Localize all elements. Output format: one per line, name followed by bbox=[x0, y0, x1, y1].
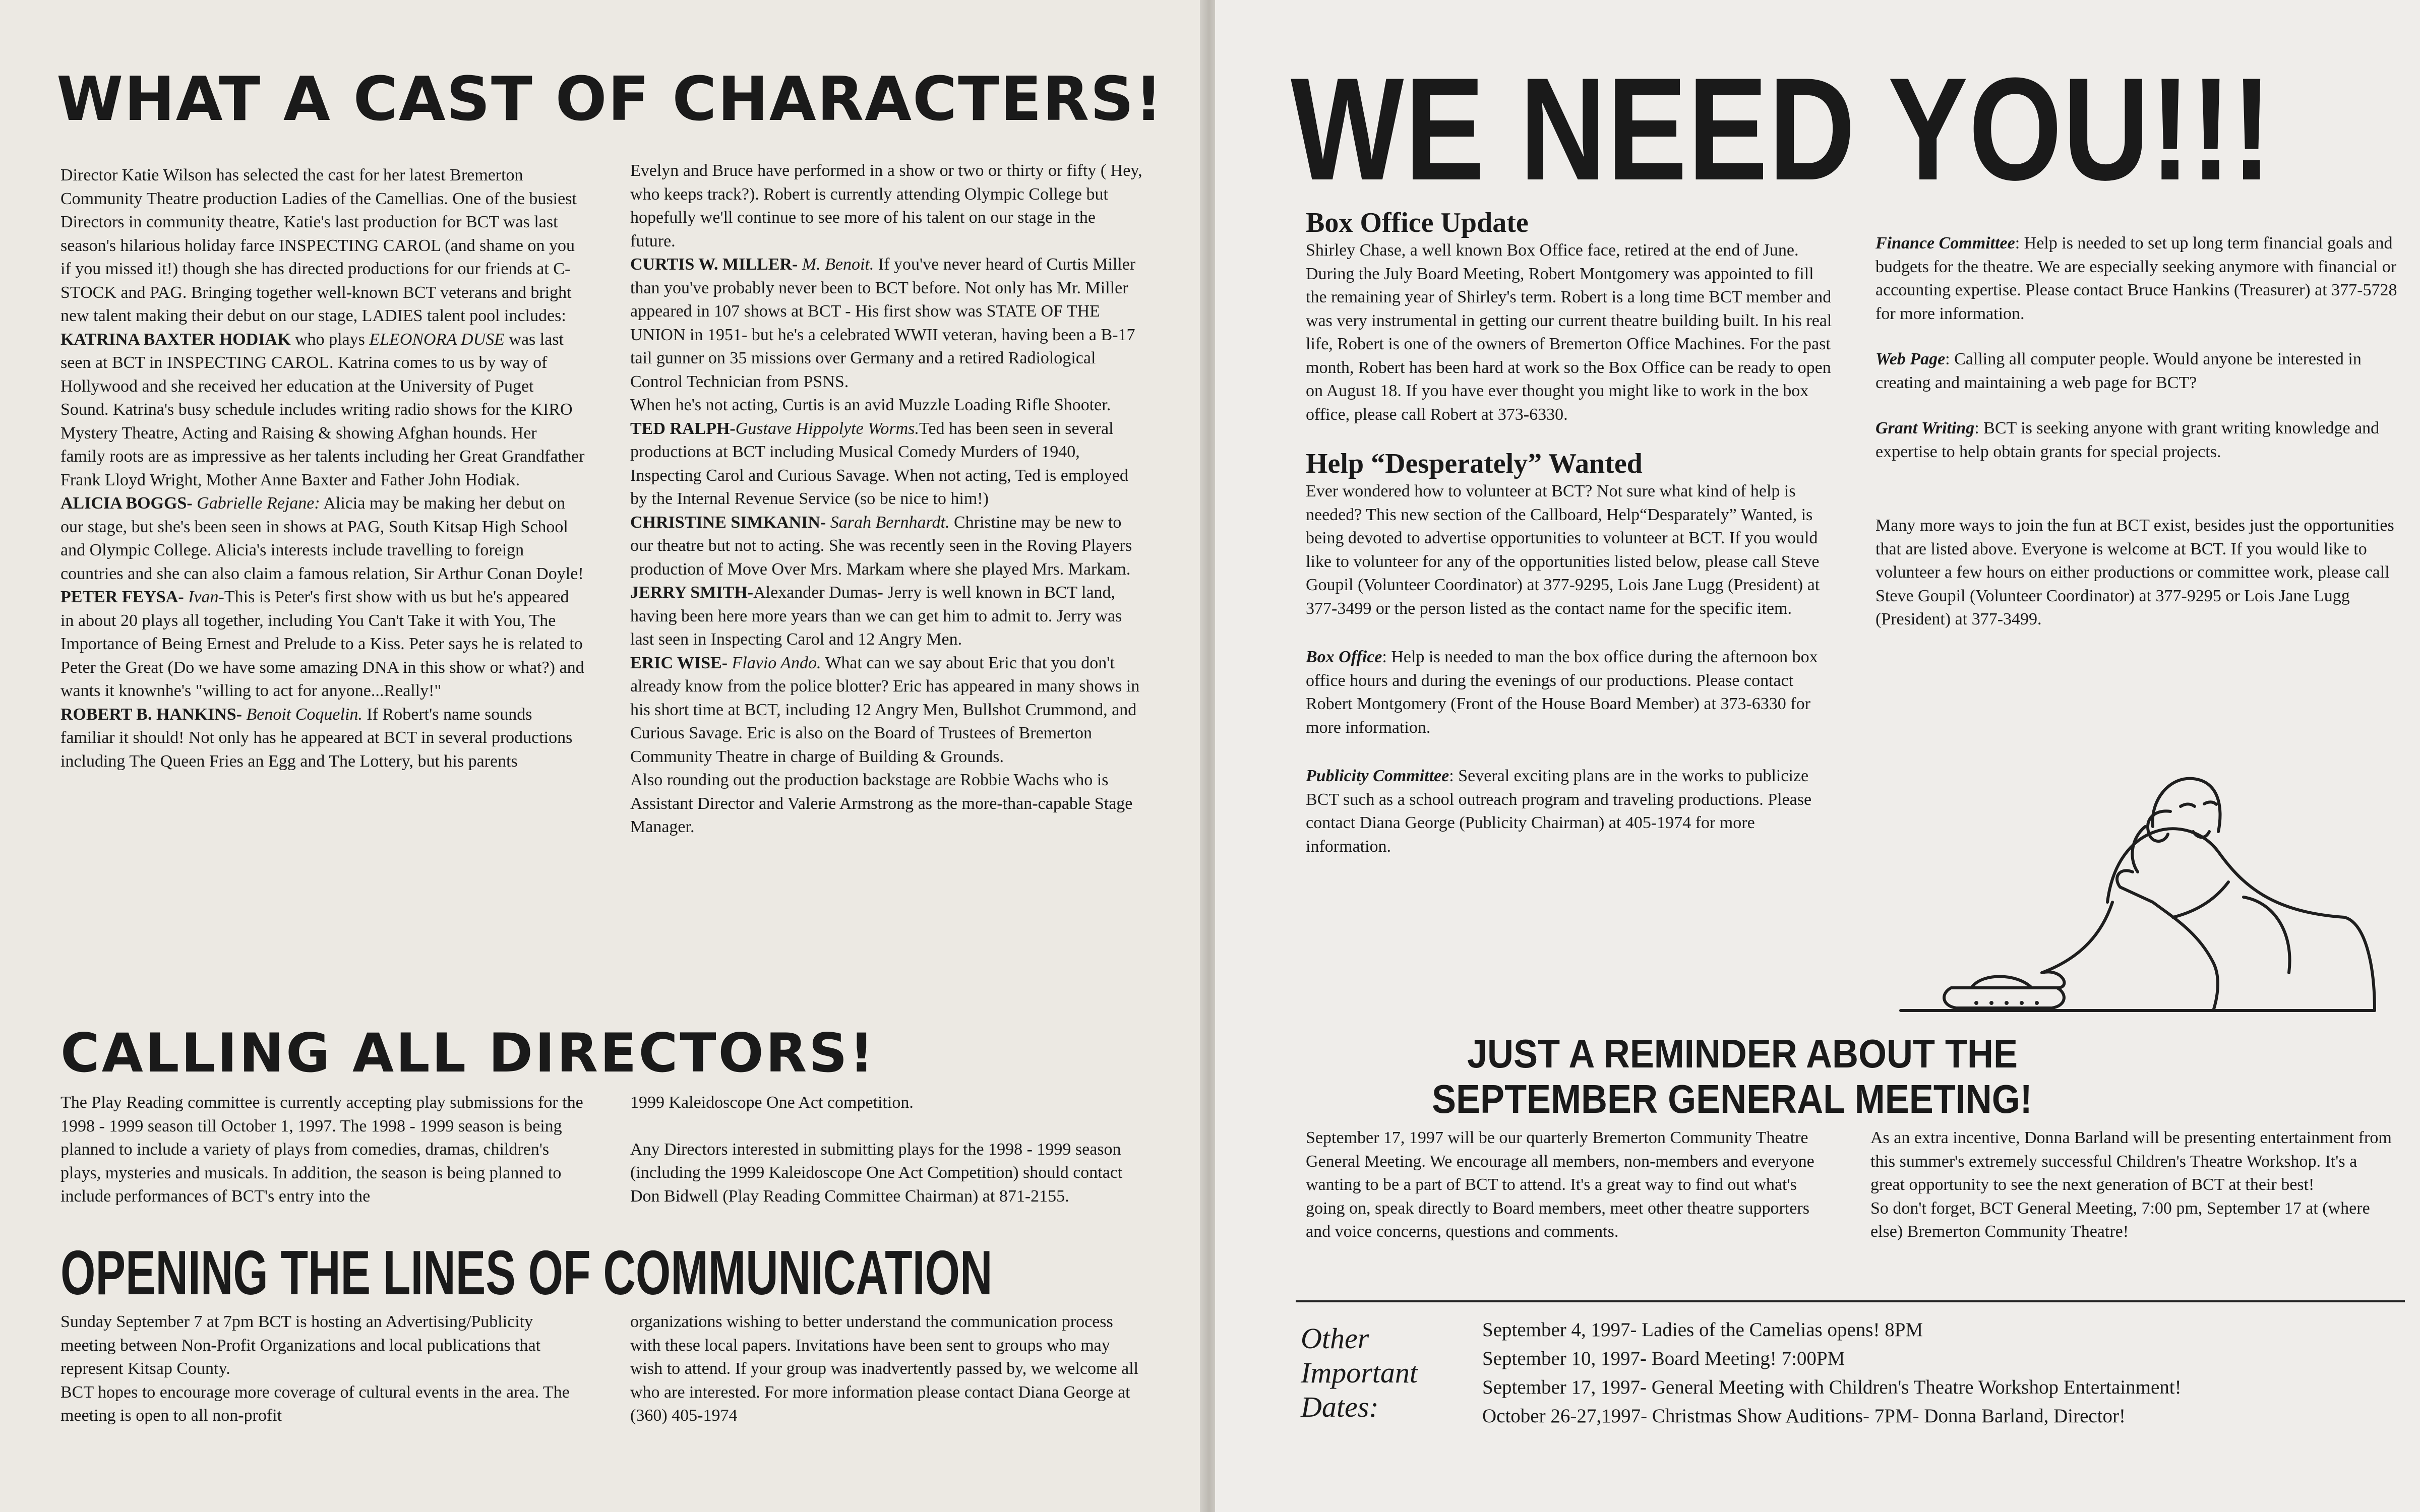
reminder-column-1: September 17, 1997 will be our quarterly Bremerton Community Theatre General Meeting. We encourage all members, non-members and everyone wanting to be a part of BCT to attend. It's a great way to find out what's going on, speak directly to Board members, meet other theatre supporters and voice concerns, questions and comments. bbox=[1306, 1128, 1814, 1241]
help-wanted-text: Ever wondered how to volunteer at BCT? Not sure what kind of help is needed? This new section of the Callboard, Help“Desparately” Wanted, is being devoted to advertise opportunities to volunteer at BCT. If you would like to volunteer for any of the opportunities listed below, please call Steve Goupil (Volunteer Coordinator) at 377-9295, Lois Jane Lugg (President) at 377-3499 or the person listed as the contact name for the specific item. bbox=[1306, 482, 1820, 618]
we-need-you-title: WE NEED YOU!!! bbox=[1291, 47, 2273, 211]
cast-column-1 bbox=[60, 164, 585, 773]
dates-rule bbox=[1296, 1300, 2405, 1302]
box-office-update-heading: Box Office Update bbox=[1306, 207, 1529, 238]
left-page bbox=[0, 0, 1205, 1512]
publicity-item: Publicity Committee: Several exciting plans are in the works to publicize BCT such as a school outreach program and traveling productions. Please contact Diana George (Publicity Chairman) at 405-1974 for more information. bbox=[1306, 767, 1812, 856]
cast-title: WHAT A CAST OF CHARACTERS! bbox=[56, 65, 1164, 135]
web-page-item: Web Page: Calling all computer people. Would anyone be interested in creating and maintaining a web page for BCT? bbox=[1876, 350, 2362, 392]
grant-writing-item: Grant Writing: BCT is seeking anyone with grant writing knowledge and expertise to help obtain grants for special projects. bbox=[1876, 419, 2380, 461]
box-office-update-text: Shirley Chase, a well known Box Office face, retired at the end of June. During the July Board Meeting, Robert Montgomery was appointed to fill the remaining year of Shirley's term. Robert is a long time BCT member and was very instrumental in getting our current theatre building built. In his real life, Robert is one of the owners of Bremerton Office Machines. For the past month, Robert has been hard at work so the Box Office can be ready to open on August 18. If you have ever thought you might like to work in the box office, please call Robert at 373-6330. bbox=[1306, 241, 1832, 424]
more-ways-text: Many more ways to join the fun at BCT exist, besides just the opportunities that are listed above. Everyone is welcome at BCT. If you would like to volunteer a few hours on either productions or committee work, please call Steve Goupil (Volunteer Coordinator) at 377-9295 or Lois Jane Lugg (President) at 377-3499. bbox=[1876, 516, 2394, 628]
box-office-item: Box Office: Help is needed to man the box office during the afternoon box office hours and during the evenings of our productions. Please contact Robert Montgomery (Front of the House Board Member) at 373-6330 for more information. bbox=[1306, 648, 1818, 737]
cast-column-2 bbox=[630, 159, 1144, 839]
cast-entry-peter: PETER FEYSA- Ivan-This is Peter's first show with us but he's appeared in about 20 plays all together, including You Can't Take it with You, The Importance of Being Ernest and Prelude to a Kiss. Peter says he is related to Peter the Great (Do we have some amazing DNA in this show or what?) and wants it knownhe's "willing to act for anyone...Really!" bbox=[60, 588, 584, 700]
directors-column-2: 1999 Kaleidoscope One Act competition. Any Directors interested in submitting plays for the 1998 - 1999 season (including the 1999 Kaleidoscope One Act Competition) should contact Don Bidwell (Play Reading Committee Chairman) at 871-2155. bbox=[630, 1093, 1123, 1206]
cast-entry-jerry: JERRY SMITH-Alexander Dumas- Jerry is well known in BCT land, having been here more years than we can get him to admit to. Jerry was last seen in Inspecting Carol and 12 Angry Men. bbox=[630, 583, 1122, 649]
date-row: September 17, 1997- General Meeting with Children's Theatre Workshop Entertainment! bbox=[1482, 1376, 2182, 1398]
date-row: October 26-27,1997- Christmas Show Auditions- 7PM- Donna Barland, Director! bbox=[1482, 1405, 2126, 1427]
dates-list bbox=[1482, 1315, 2182, 1430]
cast-entry-christine: CHRISTINE SIMKANIN- Sarah Bernhardt. Christine may be new to our theatre but not to acting. She was recently seen in the Roving Players production of Move Over Mrs. Markam where she played Mrs. Markam. bbox=[630, 513, 1132, 579]
cast-backstage: Also rounding out the production backstage are Robbie Wachs who is Assistant Director and Valerie Armstrong as the more-than-capable Stage Manager. bbox=[630, 771, 1133, 836]
cast-entry-ted: TED RALPH-Gustave Hippolyte Worms.Ted has been seen in several productions at BCT including Musical Comedy Murders of 1940, Inspecting Carol and Curious Savage. When not acting, Ted is employed by the Internal Revenue Service (so be nice to him!) bbox=[630, 419, 1128, 508]
date-row: September 10, 1997- Board Meeting! 7:00PM bbox=[1482, 1348, 1845, 1369]
communication-column-1: Sunday September 7 at 7pm BCT is hosting an Advertising/Publicity meeting between Non-Profit Organizations and local publications that represent Kitsap County. BCT hopes to encourage more coverage of cultural events in the area. The meeting is open to all non-profit bbox=[60, 1312, 570, 1425]
right-page bbox=[1215, 0, 2420, 1512]
date-row: September 4, 1997- Ladies of the Camelias opens! 8PM bbox=[1482, 1319, 1923, 1341]
reminder-column-2: As an extra incentive, Donna Barland will be presenting entertainment from this summer's extremely successful Children's Theatre Workshop. It's a great opportunity to see the next generation of BCT at their best! So don't forget, BCT General Meeting, 7:00 pm, September 17 at (where else) Bremerton Community Theatre! bbox=[1870, 1128, 2392, 1241]
cast-intro: Director Katie Wilson has selected the cast for her latest Bremerton Community Theatre production Ladies of the Camellias. One of the busiest Directors in community theatre, Katie's last production for BCT was last season's hilarious holiday farce INSPECTING CAROL (and shame on you if you missed it!) though she has directed productions for our friends at C-STOCK and PAG. Bringing together well-known BCT veterans and bright new talent making their debut on our stage, LADIES talent pool includes: bbox=[60, 166, 577, 325]
reminder-title-line-1: JUST A REMINDER ABOUT THE bbox=[1467, 1031, 2018, 1076]
cast-curtis-continued: When he's not acting, Curtis is an avid Muzzle Loading Rifle Shooter. bbox=[630, 396, 1111, 414]
man-on-phone-illustration bbox=[1891, 751, 2395, 1018]
reminder-title-line-2: SEPTEMBER GENERAL MEETING! bbox=[1432, 1077, 2032, 1121]
cast-robert-continued: Evelyn and Bruce have performed in a show or two or thirty or fifty ( Hey, who keeps track?). Robert is currently attending Olympic College but hopefully we'll continue to see more of his talent on our stage in the future. bbox=[630, 161, 1142, 250]
cast-entry-eric: ERIC WISE- Flavio Ando. What can we say about Eric that you don't already know from the police blotter? Eric has appeared in many shows in his short time at BCT, including 12 Angry Men, Bullshot Crummond, and Curious Savage. Eric is also on the Board of Trustees of Bremerton Community Theatre in charge of Building & Grounds. bbox=[630, 653, 1140, 766]
finance-item: Finance Committee: Help is needed to set up long term financial goals and budgets for the theatre. We are especially seeking anymore with financial or accounting expertise. Please contact Bruce Hankins (Treasurer) at 377-5728 for more information. bbox=[1876, 234, 2397, 323]
communication-column-2: organizations wishing to better understand the communication process with these local papers. Invitations have been sent to groups who may wish to attend. If your group was inadvertently passed by, we welcome all who are interested. For more information please contact Diana George at (360) 405-1974 bbox=[630, 1312, 1139, 1425]
directors-column-1: The Play Reading committee is currently accepting play submissions for the 1998 - 1999 season till October 1, 1997. The 1998 - 1999 season is being planned to include a variety of plays from comedies, dramas, children's plays, mysteries and musicals. In addition, the season is being planned to include performances of BCT's entry into the bbox=[60, 1093, 583, 1206]
communication-title: OPENING THE LINES OF COMMUNICATION bbox=[60, 1238, 993, 1308]
dates-label: Other Important Dates: bbox=[1301, 1322, 1418, 1423]
cast-entry-alicia: ALICIA BOGGS- Gabrielle Rejane: Alicia may be making her debut on our stage, but she's been seen in shows at PAG, South Kitsap High School and Olympic College. Alicia's interests include travelling to foreign countries and she can also claim a famous relation, Sir Arthur Conan Doyle! bbox=[60, 494, 584, 583]
volunteer-column-1 bbox=[1306, 207, 1835, 858]
cast-entry-robert: ROBERT B. HANKINS- Benoit Coquelin. If Robert's name sounds familiar it should! Not only has he appeared at BCT in several productions including The Queen Fries an Egg and The Lottery, but his parents bbox=[60, 705, 573, 771]
directors-title: CALLING ALL DIRECTORS! bbox=[60, 1022, 876, 1084]
help-wanted-heading: Help “Desperately” Wanted bbox=[1306, 448, 1643, 479]
cast-entry-katrina: KATRINA BAXTER HODIAK who plays ELEONORA DUSE was last seen at BCT in INSPECTING CAROL. Katrina comes to us by way of Hollywood and she received her education at the University of Puget Sound. Katrina's busy schedule includes writing radio shows for the KIRO Mystery Theatre, Acting and Raising & showing Afghan hounds. Her family roots are as impressive as her talents including her Great Grandfather Frank Lloyd Wright, Mother Anne Baxter and Father John Hodiak. bbox=[60, 330, 585, 489]
volunteer-column-2 bbox=[1876, 232, 2405, 632]
cast-entry-curtis: CURTIS W. MILLER- M. Benoit. If you've never heard of Curtis Miller than you've probably never been to BCT before. Not only has Mr. Miller appeared in 107 shows at BCT - His first show was STATE OF THE UNION in 1951- but he's a celebrated WWII veteran, having been a B-17 tail gunner on 35 missions over Germany and a retired Radiological Control Technician from PSNS. bbox=[630, 255, 1136, 391]
